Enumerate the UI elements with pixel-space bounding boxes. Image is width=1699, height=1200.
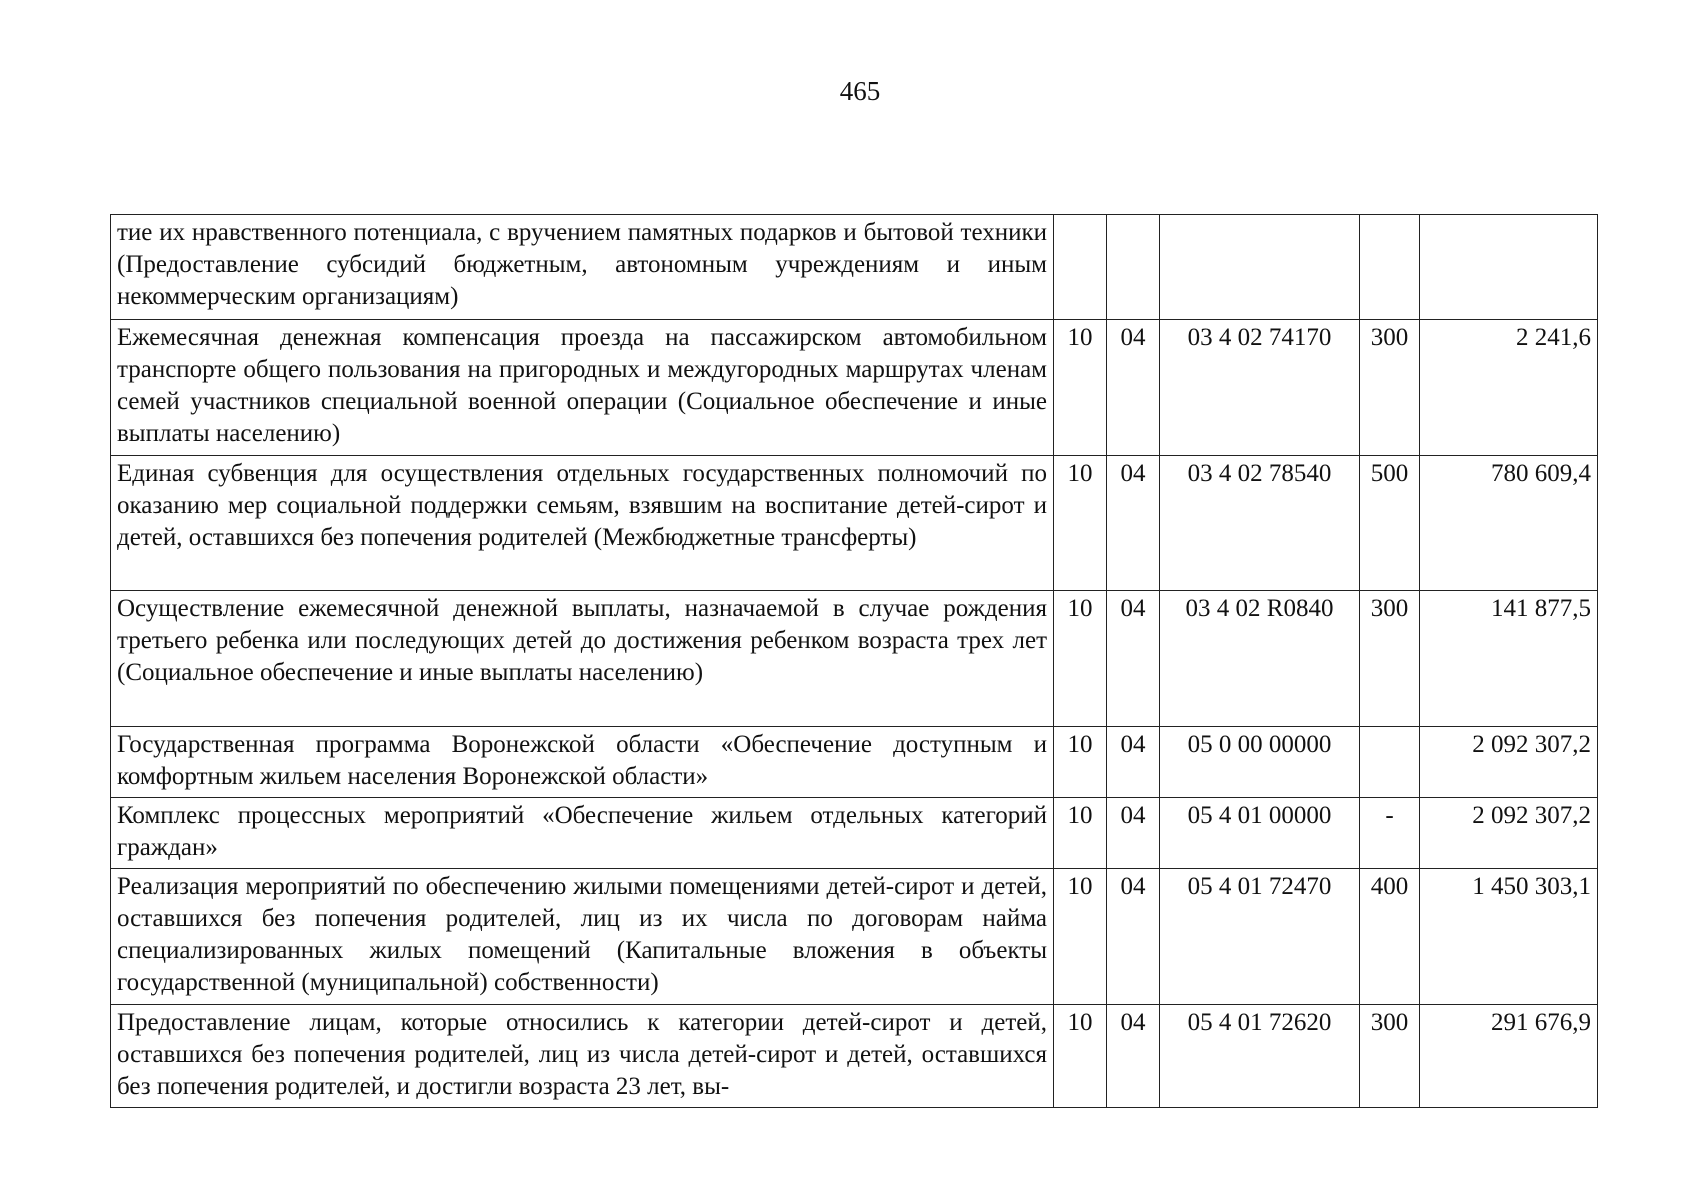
section-code-cell: 10 (1054, 591, 1107, 727)
amount-cell: 780 609,4 (1420, 456, 1598, 591)
target-article-cell: 05 0 00 00000 (1160, 727, 1360, 798)
subsection-code-cell: 04 (1107, 1005, 1160, 1108)
subsection-code-cell (1107, 215, 1160, 320)
subsection-code-cell: 04 (1107, 456, 1160, 591)
section-code-cell: 10 (1054, 727, 1107, 798)
target-article-cell (1160, 215, 1360, 320)
expense-type-cell: 300 (1360, 591, 1420, 727)
subsection-code-cell: 04 (1107, 591, 1160, 727)
section-code-cell: 10 (1054, 1005, 1107, 1108)
budget-table-body (111, 215, 1598, 1108)
subsection-code-cell: 04 (1107, 869, 1160, 1005)
target-article-cell: 05 4 01 00000 (1160, 798, 1360, 869)
table-row (111, 215, 1598, 320)
table-row (111, 727, 1598, 798)
section-code-cell (1054, 215, 1107, 320)
table-row (111, 591, 1598, 727)
amount-cell (1420, 215, 1598, 320)
row-name-cell: Единая субвенция для осуществления отдельных государственных полномочий по оказанию мер социальной поддержки семьям, взявшим на воспитание детей-сирот и детей, оставшихся без попечения родителей (Межбюджетные трансферты) (111, 456, 1054, 591)
page-number: 465 (839, 76, 881, 106)
target-article-cell: 05 4 01 72470 (1160, 869, 1360, 1005)
expense-type-cell (1360, 215, 1420, 320)
subsection-code-cell: 04 (1107, 727, 1160, 798)
table-row (111, 798, 1598, 869)
row-name-cell: Комплекс процессных мероприятий «Обеспечение жильем отдельных категорий граждан» (111, 798, 1054, 869)
row-name-cell: Осуществление ежемесячной денежной выплаты, назначаемой в случае рождения третьего ребенка или последующих детей до достижения ребенком возраста трех лет (Социальное обеспечение и иные выплаты населению) (111, 591, 1054, 727)
expense-type-cell: 300 (1360, 320, 1420, 456)
amount-cell: 2 241,6 (1420, 320, 1598, 456)
target-article-cell: 05 4 01 72620 (1160, 1005, 1360, 1108)
amount-cell: 291 676,9 (1420, 1005, 1598, 1108)
row-name-cell: тие их нравственного потенциала, с вручением памятных подарков и бытовой техники (Предоставление субсидий бюджетным, автономным учреждениям и иным некоммерческим организациям) (111, 215, 1054, 320)
target-article-cell: 03 4 02 78540 (1160, 456, 1360, 591)
expense-type-cell: 300 (1360, 1005, 1420, 1108)
target-article-cell: 03 4 02 R0840 (1160, 591, 1360, 727)
row-name-cell: Ежемесячная денежная компенсация проезда на пассажирском автомобильном транспорте общего пользования на пригородных и междугородных маршрутах членам семей участников специальной военной операции (Социальное обеспечение и иные выплаты населению) (111, 320, 1054, 456)
section-code-cell: 10 (1054, 320, 1107, 456)
amount-cell: 141 877,5 (1420, 591, 1598, 727)
table-row (111, 869, 1598, 1005)
table-row (111, 1005, 1598, 1108)
amount-cell: 1 450 303,1 (1420, 869, 1598, 1005)
table-row (111, 456, 1598, 591)
section-code-cell: 10 (1054, 798, 1107, 869)
section-code-cell: 10 (1054, 869, 1107, 1005)
subsection-code-cell: 04 (1107, 320, 1160, 456)
amount-cell: 2 092 307,2 (1420, 727, 1598, 798)
target-article-cell: 03 4 02 74170 (1160, 320, 1360, 456)
expense-type-cell (1360, 727, 1420, 798)
row-name-cell: Государственная программа Воронежской области «Обеспечение доступным и комфортным жильем населения Воронежской области» (111, 727, 1054, 798)
table-row (111, 320, 1598, 456)
expense-type-cell: 400 (1360, 869, 1420, 1005)
budget-table (110, 214, 1598, 1108)
amount-cell: 2 092 307,2 (1420, 798, 1598, 869)
row-name-cell: Предоставление лицам, которые относились к категории детей-сирот и детей, оставшихся без попечения родителей, лиц из числа детей-сирот и детей, оставшихся без попечения родителей, и достигли возраста 23 лет, вы- (111, 1005, 1054, 1108)
section-code-cell: 10 (1054, 456, 1107, 591)
expense-type-cell: 500 (1360, 456, 1420, 591)
row-name-cell: Реализация мероприятий по обеспечению жилыми помещениями детей-сирот и детей, оставшихся без попечения родителей, лиц из их числа по договорам найма специализированных жилых помещений (Капитальные вложения в объекты государственной (муниципальной) собственности) (111, 869, 1054, 1005)
expense-type-cell: - (1360, 798, 1420, 869)
subsection-code-cell: 04 (1107, 798, 1160, 869)
